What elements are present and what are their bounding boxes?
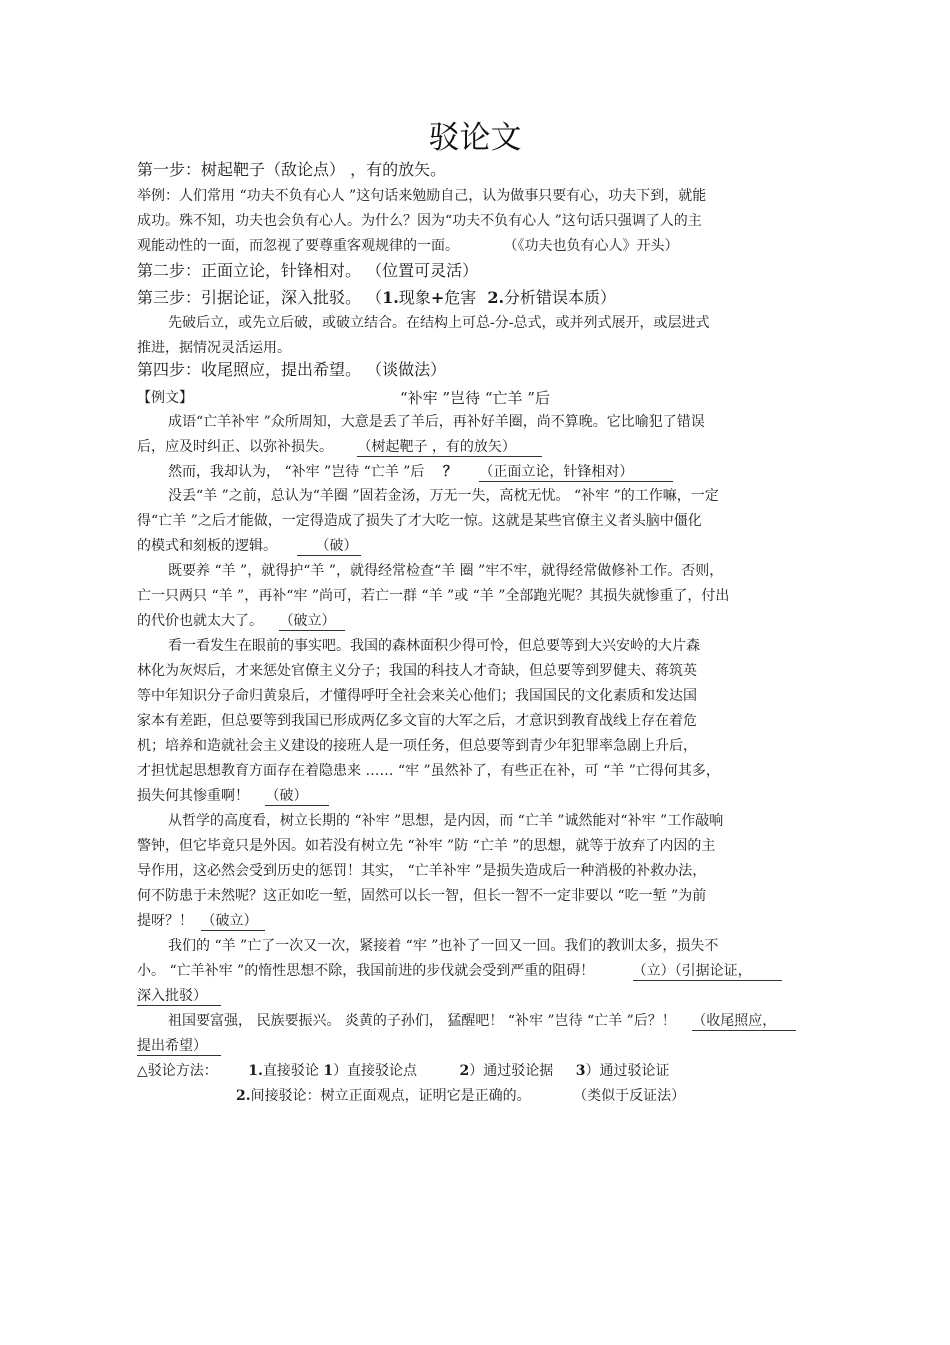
example-heading: “补牢 ”岂待 “亡羊 ”后 <box>400 389 550 407</box>
para-5-line-2: 林化为灰烬后，才来惩处官僚主义分子；我国的科技人才奇缺，但总要等到罗健夫、蒋筑英 <box>137 663 697 679</box>
para-7-line-2: 小。 “亡羊补牢 ”的惰性思想不除，我国前进的步伐就会受到严重的阻碍！ （立）（引据论证， <box>137 961 782 981</box>
step-4: 第四步：收尾照应，提出希望。 （谈做法） <box>137 360 447 379</box>
page-title: 驳论文 <box>428 120 522 156</box>
para-1-line-1: 成语“亡羊补牢 ”众所周知，大意是丢了羊后，再补好羊圈，尚不算晚。它比喻犯了错误 <box>168 414 705 430</box>
methods-line-2: 2.间接驳论：树立正面观点，证明它是正确的。 （类似于反证法） <box>236 1088 686 1104</box>
annotation: （立）（引据论证， <box>633 963 782 981</box>
note-line-2: 推进，据情况灵活运用。 <box>137 340 291 356</box>
para-6-line-2: 警钟，但它毕竟只是外因。如若没有树立先 “补牢 ”防 “亡羊 ”的思想，就等于放弃了内因的主 <box>137 838 716 854</box>
para-7-line-1: 我们的 “羊 ”亡了一次又一次，紧接着 “牢 ”也补了一回又一回。我们的教训太多，损失不 <box>168 938 719 954</box>
annotation: （收尾照应， <box>692 1013 796 1031</box>
annotation: （破） <box>265 788 329 806</box>
para-6-line-1: 从哲学的高度看，树立长期的 “补牢 ”思想，是内因，而 “亡羊 ”诚然能对“补牢 ”工作敲响 <box>168 813 724 829</box>
annotation: （破立） <box>201 913 265 931</box>
para-7-line-3 <box>137 986 221 1006</box>
annotation: （正面立论，针锋相对） <box>479 464 673 482</box>
para-5-line-7: 损失何其惨重啊！ （破） <box>137 786 329 806</box>
para-5-line-6: 才担忧起思想教育方面存在着隐患来 …… “牢 ”虽然补了，有些正在补，可 “羊 ”亡得何其多， <box>137 763 720 779</box>
step-2: 第二步：正面立论，针锋相对。 （位置可灵活） <box>137 261 479 280</box>
example-line-2: 成功。殊不知，功夫也会负有心人。为什么？因为“功夫不负有心人 ”这句话只强调了人的主 <box>137 213 702 229</box>
annotation: （树起靶子 ，有的放矢） <box>357 439 541 457</box>
annotation: 深入批驳） <box>137 988 221 1006</box>
para-8-line-2 <box>137 1036 221 1056</box>
para-3-line-3: 的模式和刻板的逻辑。 （破） <box>137 536 361 556</box>
para-4-line-2: 亡一只两只 “羊 ”，再补“牢 ”尚可，若亡一群 “羊 ”或 “羊 ”全部跑光呢？其损失就惨重了，付出 <box>137 588 730 604</box>
para-5-line-1: 看一看发生在眼前的事实吧。我国的森林面积少得可怜，但总要等到大兴安岭的大片森 <box>168 638 700 654</box>
example-text: 观能动性的一面，而忽视了要尊重客观规律的一面。 <box>137 238 459 254</box>
para-4-line-1: 既要养 “羊 ”，就得护“羊 ”，就得经常检查“羊 圈 ”牢不牢，就得经常做修补工作。否则， <box>168 563 724 579</box>
example-line-3 <box>137 236 678 256</box>
para-3-line-2: 得“亡羊 ”之后才能做，一定得造成了损失了才大吃一惊。这就是某些官僚主义者头脑中僵化 <box>137 513 702 529</box>
step-3: 第三步：引据论证，深入批驳。 （1.现象+危害 2.分析错误本质） <box>137 288 617 307</box>
para-6-line-3: 导作用，这必然会受到历史的惩罚！其实， “亡羊补牢 ”是损失造成后一种消极的补救办法， <box>137 863 707 879</box>
para-1-line-2: 后，应及时纠正、以弥补损失。 （树起靶子 ，有的放矢） <box>137 437 542 457</box>
step-1: 第一步：树起靶子（敌论点） ，有的放矢。 <box>137 160 447 179</box>
example-line-1: 举例：人们常用 “功夫不负有心人 ”这句话来勉励自己，认为做事只要有心，功夫下到，就能 <box>137 188 707 204</box>
annotation: （破） <box>297 538 361 556</box>
example-tag: 【例文】 <box>137 390 193 406</box>
para-6-line-4: 何不防患于未然呢？这正如吃一堑，固然可以长一智，但长一智不一定非要以 “吃一堑 ”为前 <box>137 888 707 904</box>
para-4-line-3: 的代价也就太大了。 （破立） <box>137 611 345 631</box>
example-source: （《功夫也负有心人》开头） <box>503 238 679 254</box>
para-3-line-1: 没丢“羊 ”之前，总认为“羊圈 ”固若金汤，万无一失，高枕无忧。 “补牢 ”的工作嘛，一定 <box>168 488 719 504</box>
annotation: （破立） <box>279 613 345 631</box>
para-2-line-1: 然而，我却认为， “补牢 ”岂待 “亡羊 ”后 ？ （正面立论，针锋相对） <box>168 462 673 482</box>
para-6-line-5: 提呀？！ （破立） <box>137 911 265 931</box>
annotation: 提出希望） <box>137 1038 221 1056</box>
para-5-line-5: 机；培养和造就社会主义建设的接班人是一项任务，但总要等到青少年犯罪率急剧上升后， <box>137 738 697 754</box>
para-5-line-4: 家本有差距，但总要等到我国已形成两亿多文盲的大军之后，才意识到教育战线上存在着危 <box>137 713 697 729</box>
para-5-line-3: 等中年知识分子命归黄泉后，才懂得呼吁全社会来关心他们；我国国民的文化素质和发达国 <box>137 688 697 704</box>
para-8-line-1: 祖国要富强， 民族要振兴。 炎黄的子孙们， 猛醒吧！ “补牢 ”岂待 “亡羊 ”后？！ （收尾照应， <box>168 1011 796 1031</box>
methods-line-1: △驳论方法： 1.直接驳论 1）直接驳论点 2）通过驳论据 3）通过驳论证 <box>137 1063 670 1079</box>
note-line-1: 先破后立，或先立后破，或破立结合。在结构上可总-分-总式，或并列式展开，或层进式 <box>168 315 710 331</box>
